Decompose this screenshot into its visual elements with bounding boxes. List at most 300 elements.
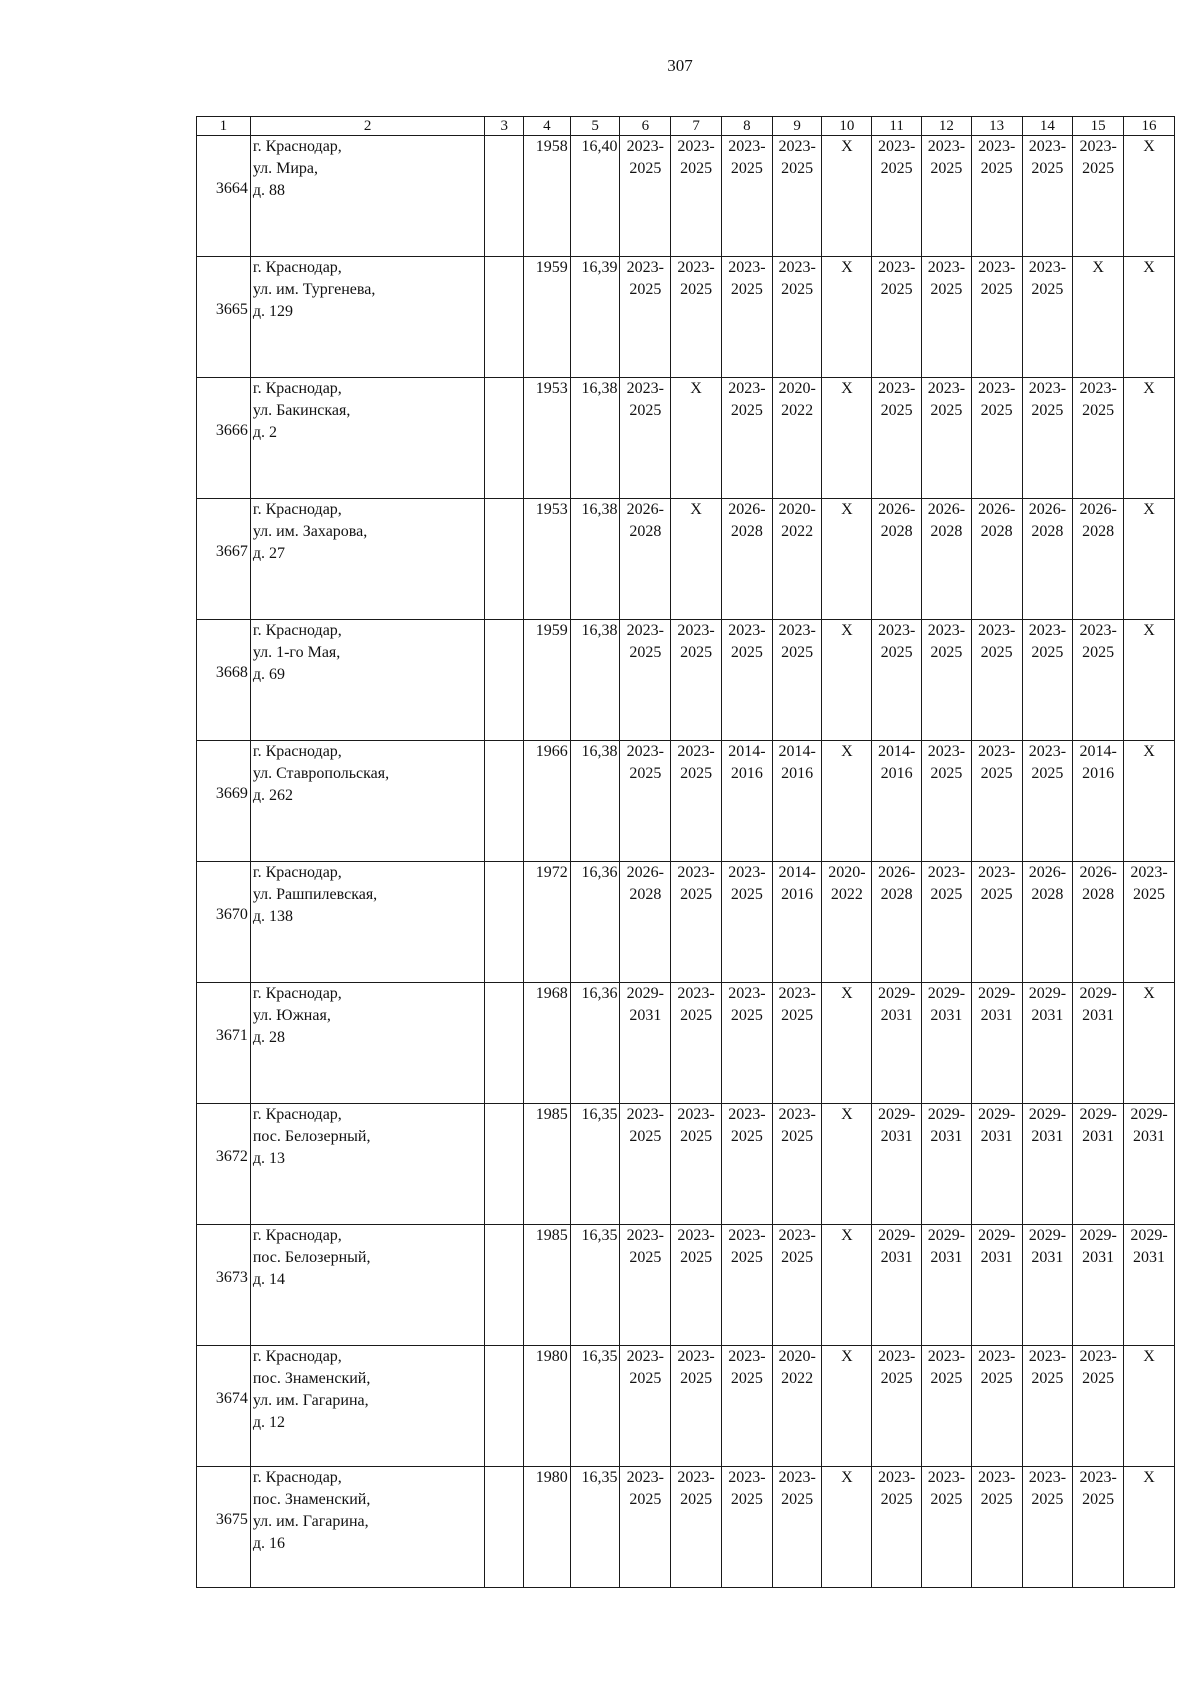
- column-number-row: [197, 117, 1175, 136]
- period-start: 2023-: [1028, 380, 1067, 397]
- period-end: 2025: [880, 1370, 913, 1387]
- column-header-9: 9: [772, 117, 822, 136]
- period-end: 2025: [980, 160, 1013, 177]
- period-end: 2025: [980, 1370, 1013, 1387]
- table-row: [197, 1346, 1175, 1467]
- row-number: 3665: [197, 257, 251, 378]
- address-line: г. Краснодар,: [252, 1469, 342, 1486]
- period-start: 2023-: [778, 138, 816, 155]
- period-start: 2026-: [877, 501, 916, 518]
- period-start: 2023-: [677, 622, 715, 639]
- period-cell-col-8: [721, 378, 772, 499]
- period-end: 2025: [629, 402, 662, 419]
- address-line: д. 88: [252, 182, 285, 199]
- period-cell-col-16: [1124, 378, 1175, 499]
- address-line: д. 2: [252, 424, 277, 441]
- year-cell: 1958: [523, 136, 570, 257]
- address-cell: [250, 620, 485, 741]
- period-end: 2031: [980, 1007, 1013, 1024]
- address-line: ул. им. Гагарина,: [252, 1392, 369, 1409]
- period-start: 2029-: [1079, 985, 1117, 1002]
- period-start: 2029-: [1130, 1227, 1168, 1244]
- period-cell-col-11: [872, 378, 922, 499]
- period-end: 2025: [1031, 1491, 1064, 1508]
- period-end: 2028: [930, 523, 963, 540]
- column-header-4: 4: [523, 117, 570, 136]
- column-3-cell: [485, 983, 524, 1104]
- row-number: 3672: [197, 1104, 251, 1225]
- period-cell-col-15: [1073, 1104, 1124, 1225]
- period-end: 2016: [1082, 765, 1115, 782]
- year-cell: 1953: [523, 499, 570, 620]
- period-cell-col-11: [872, 620, 922, 741]
- period-cell-col-11: [872, 983, 922, 1104]
- column-header-7: 7: [671, 117, 722, 136]
- column-header-2: 2: [250, 117, 485, 136]
- address-line: д. 129: [252, 303, 293, 320]
- period-end: 2025: [930, 1491, 963, 1508]
- period-cell-col-11: [872, 257, 922, 378]
- period-cell-col-15: [1073, 1225, 1124, 1346]
- period-start: 2023-: [977, 380, 1016, 397]
- period-cell-col-13: [971, 741, 1022, 862]
- period-end: 2025: [1082, 402, 1115, 419]
- address-line: пос. Белозерный,: [252, 1249, 371, 1266]
- period-cell-col-11: [872, 499, 922, 620]
- year-cell: 1980: [523, 1346, 570, 1467]
- period-cell-col-13: [971, 257, 1022, 378]
- period-end: 2025: [930, 886, 963, 903]
- period-cell-col-16: [1124, 983, 1175, 1104]
- period-cell-col-14: [1022, 1104, 1073, 1225]
- period-cell-col-15: [1073, 378, 1124, 499]
- value-cell: 16,36: [570, 862, 620, 983]
- period-start: X: [1143, 259, 1155, 276]
- period-end: 2025: [629, 1128, 662, 1145]
- period-cell-col-6: [620, 1467, 671, 1588]
- period-cell-col-6: [620, 983, 671, 1104]
- period-start: X: [1143, 985, 1155, 1002]
- period-cell-col-10: [822, 862, 872, 983]
- year-cell: 1966: [523, 741, 570, 862]
- period-end: 2016: [730, 765, 763, 782]
- period-cell-col-6: [620, 620, 671, 741]
- address-line: пос. Знаменский,: [252, 1370, 371, 1387]
- period-start: 2023-: [877, 138, 916, 155]
- period-cell-col-6: [620, 1104, 671, 1225]
- period-start: 2023-: [677, 1348, 715, 1365]
- period-cell-col-9: [772, 257, 822, 378]
- period-start: X: [1143, 622, 1155, 639]
- period-end: 2025: [730, 1007, 763, 1024]
- period-cell-col-10: [822, 1104, 872, 1225]
- row-number: 3673: [197, 1225, 251, 1346]
- period-start: 2020-: [778, 380, 816, 397]
- row-number: 3671: [197, 983, 251, 1104]
- period-cell-col-15: [1073, 620, 1124, 741]
- period-end: 2025: [1031, 402, 1064, 419]
- period-start: X: [841, 743, 853, 760]
- period-cell-col-13: [971, 983, 1022, 1104]
- period-end: 2025: [880, 1491, 913, 1508]
- column-3-cell: [485, 136, 524, 257]
- period-start: 2023-: [728, 138, 766, 155]
- period-start: 2029-: [877, 985, 916, 1002]
- column-3-cell: [485, 499, 524, 620]
- period-start: 2023-: [728, 1469, 766, 1486]
- period-end: 2025: [629, 765, 662, 782]
- period-start: 2026-: [1028, 864, 1067, 881]
- period-end: 2025: [930, 160, 963, 177]
- period-start: 2023-: [778, 1227, 816, 1244]
- address-cell: [250, 257, 485, 378]
- period-start: 2029-: [1079, 1227, 1117, 1244]
- period-cell-col-16: [1124, 257, 1175, 378]
- period-start: 2026-: [927, 501, 966, 518]
- period-cell-col-11: [872, 1104, 922, 1225]
- period-end: 2025: [680, 160, 713, 177]
- period-cell-col-12: [921, 741, 971, 862]
- address-line: г. Краснодар,: [252, 259, 342, 276]
- column-header-1: 1: [197, 117, 251, 136]
- address-line: г. Краснодар,: [252, 138, 342, 155]
- period-cell-col-12: [921, 1104, 971, 1225]
- period-end: 2028: [1082, 886, 1115, 903]
- period-start: 2026-: [877, 864, 916, 881]
- address-line: пос. Знаменский,: [252, 1491, 371, 1508]
- period-start: 2029-: [927, 985, 966, 1002]
- period-start: 2023-: [1028, 259, 1067, 276]
- period-cell-col-12: [921, 862, 971, 983]
- period-end: 2025: [1031, 1370, 1064, 1387]
- period-cell-col-9: [772, 862, 822, 983]
- period-cell-col-12: [921, 983, 971, 1104]
- address-line: д. 138: [252, 908, 293, 925]
- period-cell-col-10: [822, 378, 872, 499]
- period-start: 2029-: [877, 1227, 916, 1244]
- period-cell-col-7: [671, 1225, 722, 1346]
- address-line: д. 12: [252, 1414, 285, 1431]
- period-end: 2031: [1082, 1249, 1115, 1266]
- period-start: 2023-: [677, 259, 715, 276]
- period-start: 2023-: [977, 864, 1016, 881]
- period-cell-col-16: [1124, 136, 1175, 257]
- period-cell-col-13: [971, 1467, 1022, 1588]
- address-line: пос. Белозерный,: [252, 1128, 371, 1145]
- period-start: 2026-: [728, 501, 766, 518]
- period-end: 2025: [880, 281, 913, 298]
- period-cell-col-8: [721, 1346, 772, 1467]
- period-cell-col-7: [671, 257, 722, 378]
- value-cell: 16,35: [570, 1225, 620, 1346]
- period-end: 2025: [980, 765, 1013, 782]
- period-end: 2025: [980, 281, 1013, 298]
- period-start: 2029-: [927, 1106, 966, 1123]
- period-cell-col-16: [1124, 620, 1175, 741]
- period-cell-col-9: [772, 1467, 822, 1588]
- address-cell: [250, 378, 485, 499]
- period-cell-col-10: [822, 136, 872, 257]
- period-cell-col-8: [721, 741, 772, 862]
- period-cell-col-14: [1022, 620, 1073, 741]
- period-cell-col-15: [1073, 862, 1124, 983]
- period-start: 2023-: [677, 864, 715, 881]
- address-line: д. 28: [252, 1029, 285, 1046]
- column-header-6: 6: [620, 117, 671, 136]
- address-cell: [250, 1346, 485, 1467]
- period-cell-col-14: [1022, 741, 1073, 862]
- table-row: [197, 1467, 1175, 1588]
- address-cell: [250, 741, 485, 862]
- period-end: 2025: [730, 644, 763, 661]
- period-start: X: [841, 501, 853, 518]
- period-cell-col-6: [620, 741, 671, 862]
- period-start: 2023-: [626, 622, 664, 639]
- period-start: 2023-: [977, 259, 1016, 276]
- column-header-5: 5: [570, 117, 620, 136]
- row-number: 3668: [197, 620, 251, 741]
- period-start: X: [1092, 259, 1104, 276]
- period-start: X: [1143, 1348, 1155, 1365]
- period-end: 2025: [1082, 644, 1115, 661]
- period-start: X: [1143, 743, 1155, 760]
- address-line: д. 69: [252, 666, 285, 683]
- period-cell-col-11: [872, 1467, 922, 1588]
- period-start: 2029-: [1130, 1106, 1168, 1123]
- period-start: 2029-: [877, 1106, 916, 1123]
- column-header-10: 10: [822, 117, 872, 136]
- column-header-8: 8: [721, 117, 772, 136]
- period-start: X: [841, 1227, 853, 1244]
- period-start: 2023-: [728, 1348, 766, 1365]
- period-start: 2014-: [728, 743, 766, 760]
- period-start: 2023-: [927, 259, 966, 276]
- period-end: 2025: [930, 1370, 963, 1387]
- period-cell-col-11: [872, 862, 922, 983]
- period-cell-col-12: [921, 620, 971, 741]
- period-end: 2025: [1031, 644, 1064, 661]
- period-start: 2023-: [927, 1469, 966, 1486]
- period-start: 2023-: [677, 743, 715, 760]
- period-start: 2023-: [877, 1348, 916, 1365]
- period-end: 2028: [1031, 523, 1064, 540]
- period-end: 2025: [680, 765, 713, 782]
- period-cell-col-12: [921, 499, 971, 620]
- column-header-3: 3: [485, 117, 524, 136]
- period-start: X: [690, 501, 702, 518]
- period-cell-col-12: [921, 257, 971, 378]
- period-end: 2025: [680, 1128, 713, 1145]
- period-start: 2023-: [778, 1106, 816, 1123]
- period-start: 2023-: [677, 1227, 715, 1244]
- period-end: 2028: [629, 523, 662, 540]
- period-cell-col-8: [721, 862, 772, 983]
- period-start: 2023-: [927, 743, 966, 760]
- period-start: 2023-: [626, 1106, 664, 1123]
- period-start: 2023-: [1028, 1469, 1067, 1486]
- address-line: ул. Южная,: [252, 1007, 331, 1024]
- period-start: 2023-: [626, 380, 664, 397]
- value-cell: 16,35: [570, 1346, 620, 1467]
- period-start: 2023-: [877, 380, 916, 397]
- period-end: 2025: [680, 1007, 713, 1024]
- period-cell-col-12: [921, 1467, 971, 1588]
- period-end: 2031: [1031, 1249, 1064, 1266]
- period-end: 2031: [930, 1249, 963, 1266]
- period-cell-col-7: [671, 1346, 722, 1467]
- period-start: 2029-: [1079, 1106, 1117, 1123]
- period-end: 2031: [1133, 1128, 1166, 1145]
- period-end: 2028: [730, 523, 763, 540]
- period-cell-col-13: [971, 1346, 1022, 1467]
- address-cell: [250, 1104, 485, 1225]
- period-start: 2023-: [677, 138, 715, 155]
- address-line: д. 27: [252, 545, 285, 562]
- period-cell-col-12: [921, 136, 971, 257]
- period-start: 2023-: [1130, 864, 1168, 881]
- period-cell-col-7: [671, 136, 722, 257]
- period-cell-col-10: [822, 1346, 872, 1467]
- period-cell-col-8: [721, 136, 772, 257]
- table-row: [197, 378, 1175, 499]
- period-end: 2025: [980, 886, 1013, 903]
- period-cell-col-12: [921, 1346, 971, 1467]
- value-cell: 16,40: [570, 136, 620, 257]
- period-cell-col-14: [1022, 136, 1073, 257]
- period-cell-col-9: [772, 136, 822, 257]
- period-end: 2031: [1031, 1128, 1064, 1145]
- address-line: д. 262: [252, 787, 293, 804]
- period-end: 2025: [730, 1128, 763, 1145]
- period-end: 2031: [1133, 1249, 1166, 1266]
- period-cell-col-13: [971, 862, 1022, 983]
- period-cell-col-7: [671, 1104, 722, 1225]
- period-start: 2023-: [728, 1227, 766, 1244]
- period-end: 2022: [781, 402, 814, 419]
- year-cell: 1985: [523, 1104, 570, 1225]
- period-start: 2014-: [877, 743, 916, 760]
- row-number: 3666: [197, 378, 251, 499]
- period-cell-col-10: [822, 499, 872, 620]
- period-end: 2025: [930, 402, 963, 419]
- period-end: 2031: [880, 1249, 913, 1266]
- period-cell-col-7: [671, 620, 722, 741]
- period-end: 2025: [980, 402, 1013, 419]
- period-cell-col-12: [921, 378, 971, 499]
- period-cell-col-16: [1124, 862, 1175, 983]
- period-start: 2023-: [1079, 138, 1117, 155]
- period-start: 2029-: [1028, 1227, 1067, 1244]
- period-cell-col-11: [872, 1225, 922, 1346]
- period-end: 2025: [781, 281, 814, 298]
- period-end: 2022: [781, 1370, 814, 1387]
- period-end: 2016: [781, 886, 814, 903]
- table-row: [197, 741, 1175, 862]
- period-cell-col-13: [971, 620, 1022, 741]
- period-start: 2023-: [1028, 743, 1067, 760]
- period-start: 2023-: [778, 985, 816, 1002]
- period-cell-col-14: [1022, 1346, 1073, 1467]
- period-cell-col-14: [1022, 1467, 1073, 1588]
- period-end: 2025: [781, 1007, 814, 1024]
- period-end: 2025: [680, 1249, 713, 1266]
- column-3-cell: [485, 1467, 524, 1588]
- period-cell-col-15: [1073, 499, 1124, 620]
- period-start: 2023-: [977, 1469, 1016, 1486]
- address-line: г. Краснодар,: [252, 1227, 342, 1244]
- column-3-cell: [485, 1104, 524, 1225]
- period-start: 2020-: [828, 864, 866, 881]
- period-end: 2016: [781, 765, 814, 782]
- address-line: г. Краснодар,: [252, 1348, 342, 1365]
- period-cell-col-14: [1022, 983, 1073, 1104]
- period-cell-col-14: [1022, 378, 1073, 499]
- period-cell-col-9: [772, 741, 822, 862]
- period-start: 2023-: [927, 1348, 966, 1365]
- period-cell-col-10: [822, 1225, 872, 1346]
- registry-table: [196, 116, 1175, 1588]
- period-cell-col-12: [921, 1225, 971, 1346]
- period-start: X: [1143, 501, 1155, 518]
- period-cell-col-6: [620, 378, 671, 499]
- address-line: ул. им. Тургенева,: [252, 281, 376, 298]
- period-end: 2028: [880, 886, 913, 903]
- table-body: [197, 136, 1175, 1588]
- period-end: 2031: [1082, 1128, 1115, 1145]
- period-start: 2023-: [977, 743, 1016, 760]
- period-start: 2014-: [778, 743, 816, 760]
- address-line: г. Краснодар,: [252, 501, 342, 518]
- period-end: 2025: [1031, 765, 1064, 782]
- year-cell: 1985: [523, 1225, 570, 1346]
- period-end: 2025: [1133, 886, 1166, 903]
- period-cell-col-7: [671, 1467, 722, 1588]
- period-start: 2029-: [977, 1106, 1016, 1123]
- period-start: 2023-: [877, 259, 916, 276]
- period-end: 2022: [781, 523, 814, 540]
- table-row: [197, 620, 1175, 741]
- period-end: 2025: [781, 644, 814, 661]
- period-end: 2031: [629, 1007, 662, 1024]
- period-start: 2023-: [677, 1106, 715, 1123]
- value-cell: 16,38: [570, 620, 620, 741]
- period-start: 2026-: [1079, 501, 1117, 518]
- period-cell-col-8: [721, 983, 772, 1104]
- period-end: 2025: [629, 644, 662, 661]
- period-end: 2025: [730, 1370, 763, 1387]
- period-cell-col-15: [1073, 257, 1124, 378]
- period-start: 2026-: [1079, 864, 1117, 881]
- period-end: 2025: [781, 1249, 814, 1266]
- period-end: 2025: [730, 886, 763, 903]
- address-line: д. 13: [252, 1150, 285, 1167]
- period-cell-col-10: [822, 257, 872, 378]
- column-3-cell: [485, 378, 524, 499]
- period-cell-col-6: [620, 1225, 671, 1346]
- period-cell-col-15: [1073, 1346, 1124, 1467]
- address-line: г. Краснодар,: [252, 743, 342, 760]
- period-start: 2023-: [977, 138, 1016, 155]
- period-cell-col-13: [971, 378, 1022, 499]
- period-end: 2025: [1082, 1370, 1115, 1387]
- column-header-14: 14: [1022, 117, 1073, 136]
- period-start: 2029-: [977, 985, 1016, 1002]
- period-cell-col-7: [671, 741, 722, 862]
- period-end: 2028: [1031, 886, 1064, 903]
- address-cell: [250, 1225, 485, 1346]
- period-start: 2029-: [977, 1227, 1016, 1244]
- period-end: 2028: [1082, 523, 1115, 540]
